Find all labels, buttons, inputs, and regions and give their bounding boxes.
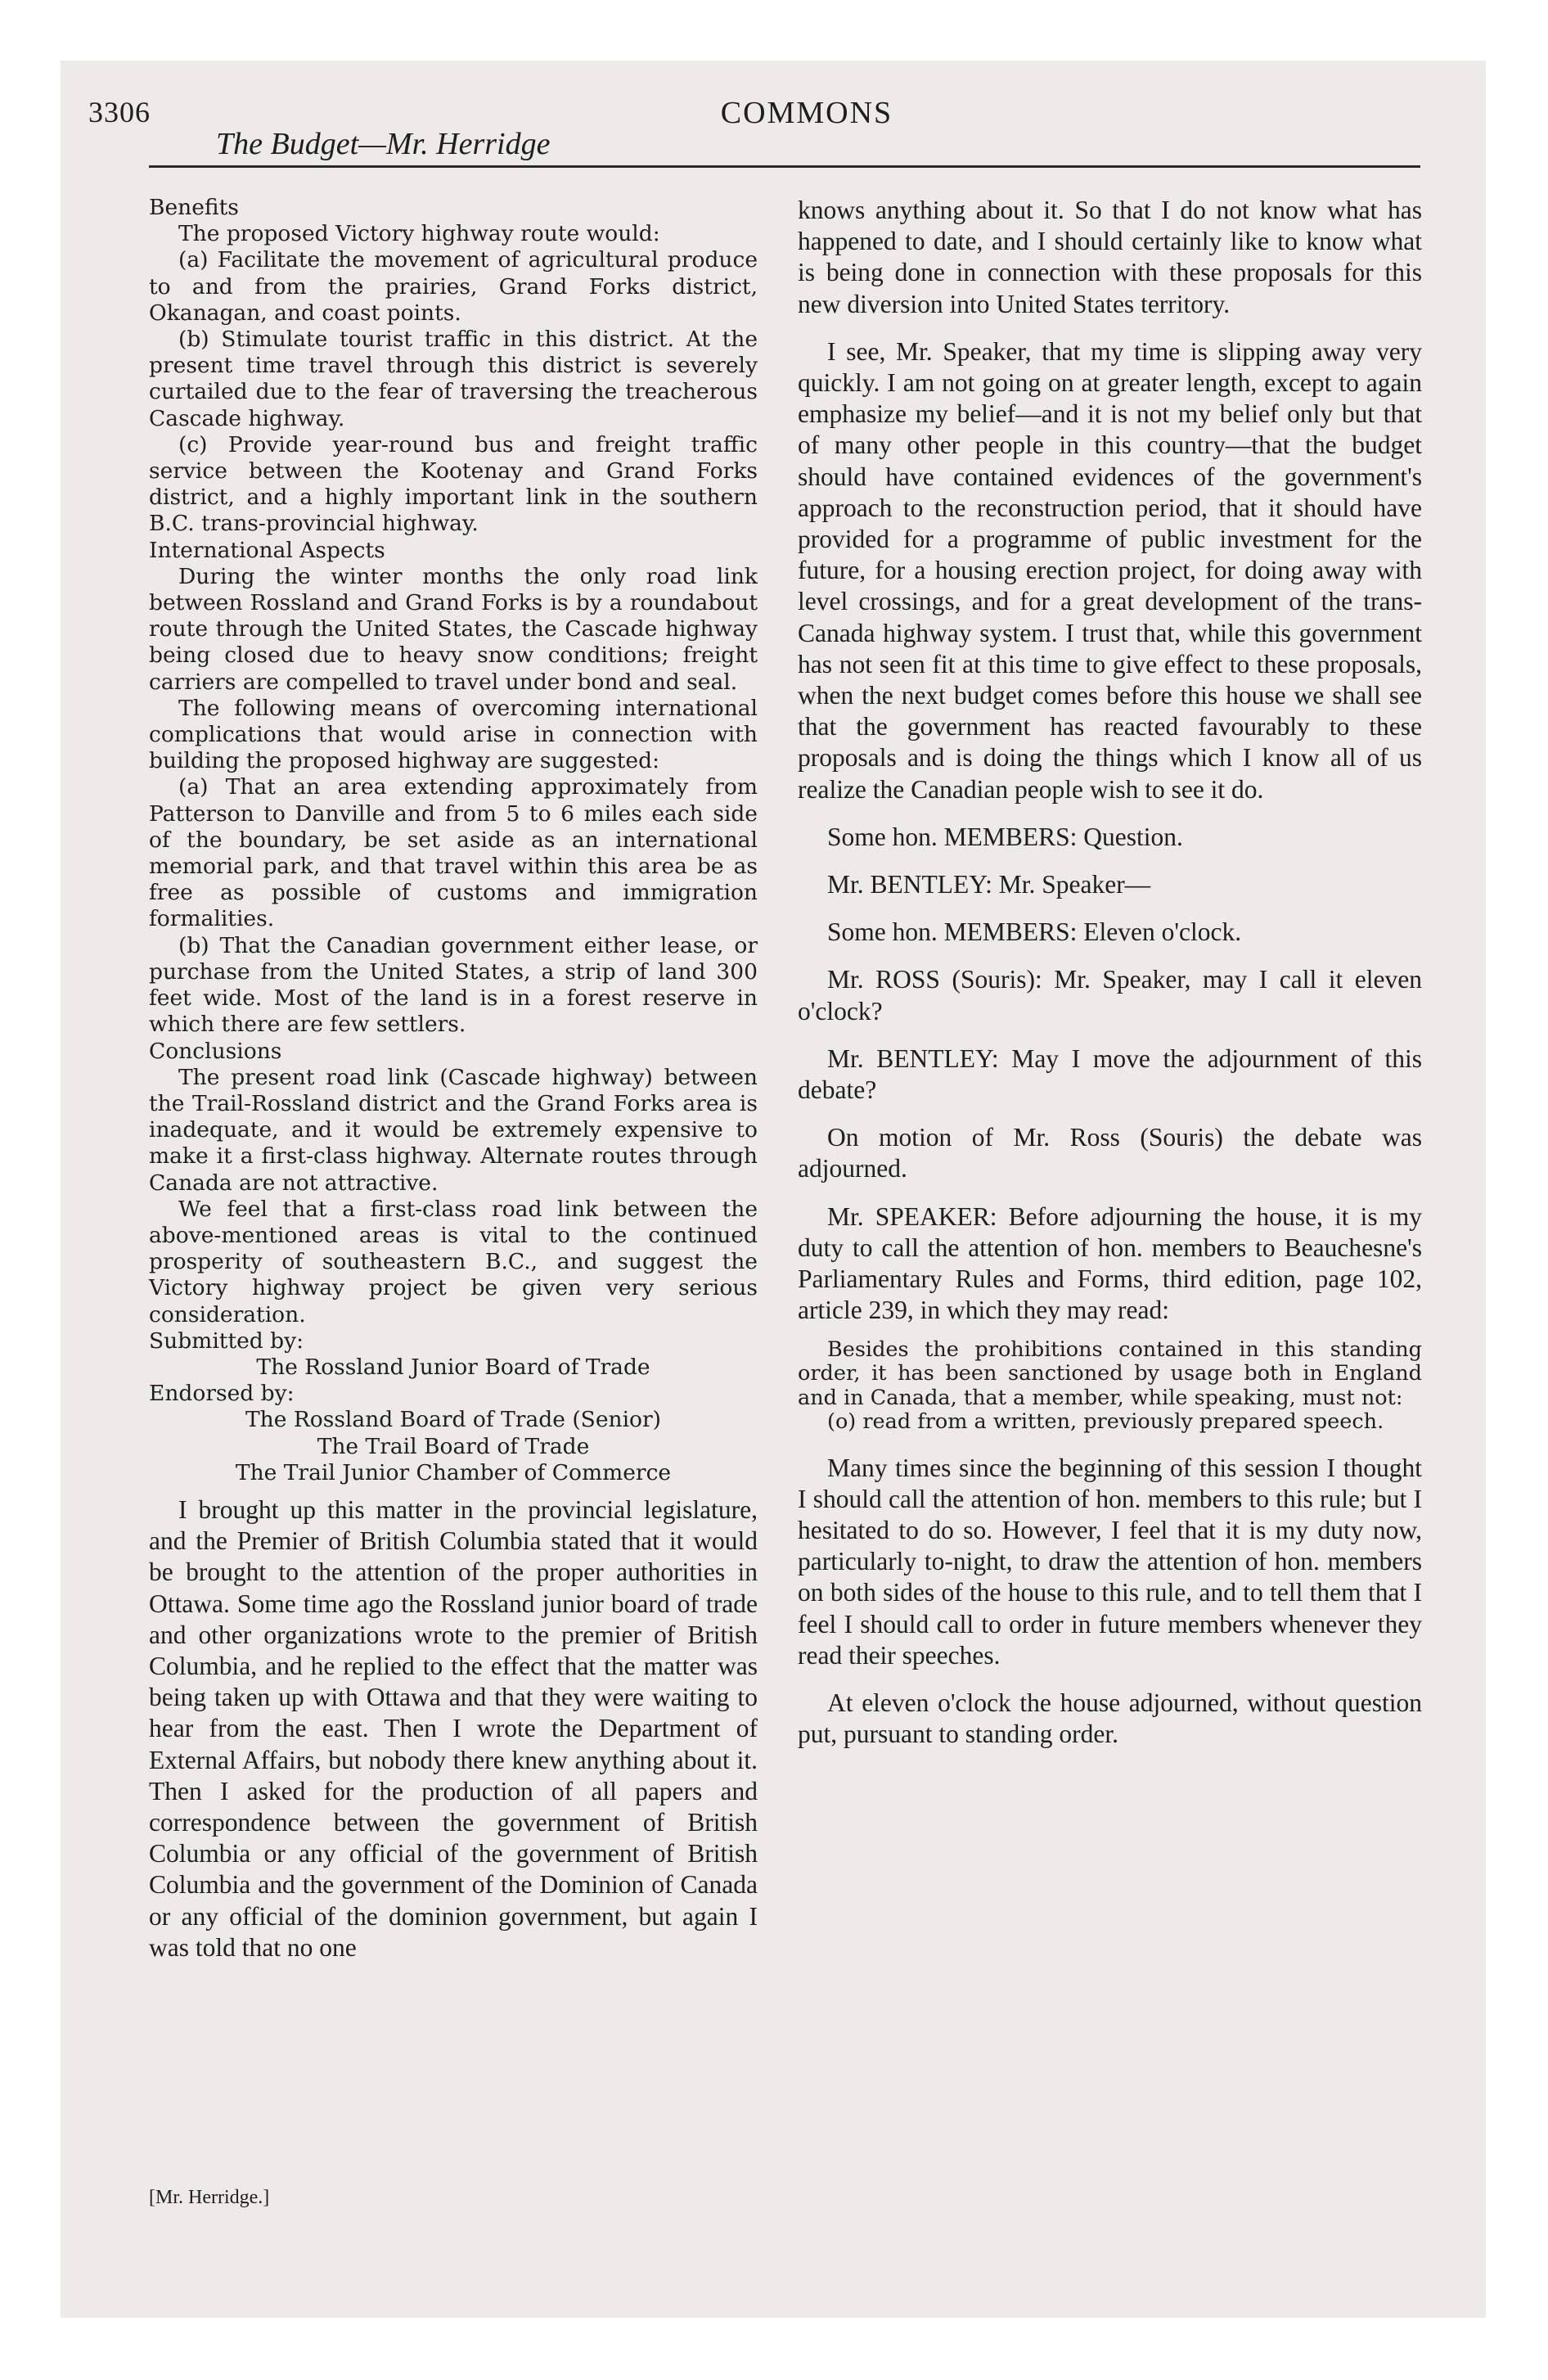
memo-paragraph: The proposed Victory highway route would: — [178, 221, 660, 247]
left-column — [149, 195, 758, 1963]
motion-adjourned: On motion of Mr. Ross (Souris) the debate was adjourned. — [798, 1123, 1422, 1183]
memo-heading: Endorsed by: — [149, 1381, 295, 1407]
chamber-heading: COMMONS — [720, 96, 893, 130]
memo-signatory: The Trail Board of Trade — [317, 1433, 590, 1459]
herridge-speech — [149, 1494, 758, 1963]
beauchesne-quotation — [798, 1338, 1422, 1435]
paragraph-time-slipping: I see, Mr. Speaker, that my time is slipping away very quickly. I am not going on at greater length, except to again emphasize my belief—and it is not my belief only but that of many other people in this country—that the budget should have contained evidences of the government's approach to the reconstruction period, that it should have provided for a programme of public investment for the future, for a housing erection project, for doing away with level crossings, and for a great development of the trans-Canada highway system. I trust that, while this government has not seen fit at this time to give effect to these proposals, when the next budget comes before this house we shall see that the government has reacted favourably to these proposals and is doing the things which I know all of us realize the Canadian people wish to see it do. — [798, 336, 1422, 804]
bentley-adjournment: Mr. BENTLEY: May I move the adjournment of this debate? — [798, 1044, 1422, 1105]
memo-heading: International Aspects — [149, 537, 385, 563]
memo-signatory: The Rossland Board of Trade (Senior) — [245, 1407, 662, 1433]
page-number: 3306 — [88, 96, 151, 128]
quote-paragraph: Besides the prohibitions contained in this standing order, it has been sanctioned by usage both in England and in Canada, that a member, while speaking, must not: — [798, 1336, 1422, 1410]
memo-paragraph: During the winter months the only road link between Rossland and Grand Forks is by a roundabout route through the United States, the Cascade highway being closed due to heavy snow conditions; freight carriers are compelled to travel under bond and seal. — [149, 563, 758, 695]
memo-paragraph: (b) Stimulate tourist traffic in this district. At the present time travel through this district is severely curtailed due to the fear of traversing the treacherous Cascade highway. — [149, 327, 758, 431]
quote-item-o: (o) read from a written, previously prepared speech. — [827, 1409, 1384, 1434]
memo-signatory: The Trail Junior Chamber of Commerce — [235, 1459, 672, 1485]
speaker-ruling: Mr. SPEAKER: Before adjourning the house, it is my duty to call the attention of hon. members to Beauchesne's Parliamentary Rules and Forms, third edition, page 102, article 239, in which they may read: — [798, 1201, 1422, 1325]
running-subject: The Budget—Mr. Herridge — [216, 127, 551, 161]
speaker-tag: [Mr. Herridge.] — [149, 2187, 270, 2208]
memo-paragraph: The following means of overcoming international complications that would arise in connection with building the proposed highway are suggested: — [149, 695, 758, 774]
speaker-rule-paragraph: Many times since the beginning of this session I thought I should call the attention of hon. members to this rule; but I hesitated to do so. However, I feel that it is my duty now, particularly to-night, to draw the attention of hon. members on both sides of the house to this rule, and to tell them that I feel I should call to order in future members whenever they read their speeches. — [798, 1453, 1422, 1670]
memo-paragraph: (a) Facilitate the movement of agricultural produce to and from the prairies, Grand Forks district, Okanagan, and coast points. — [149, 247, 758, 326]
memo-paragraph: (c) Provide year-round bus and freight traffic service between the Kootenay and Grand Forks district, and a highly important link in the southern B.C. trans-provincial highway. — [149, 431, 758, 537]
header-rule — [149, 165, 1420, 168]
memo-heading: Benefits — [149, 195, 239, 220]
interjection-eleven: Some hon. MEMBERS: Eleven o'clock. — [827, 917, 1242, 947]
memo-heading: Conclusions — [149, 1038, 282, 1064]
right-column — [798, 195, 1422, 1766]
memo-heading: Submitted by: — [149, 1327, 304, 1354]
memo-signatory: The Rossland Junior Board of Trade — [256, 1354, 650, 1380]
memo-paragraph: (b) That the Canadian government either lease, or purchase from the United States, a strip of land 300 feet wide. Most of the land is in a forest reserve in which there are few settlers. — [149, 932, 758, 1038]
memo-paragraph: We feel that a first-class road link between the above-mentioned areas is vital to the continued prosperity of southeastern B.C., and suggest the Victory highway project be given very serious consideration. — [149, 1196, 758, 1327]
speech-paragraph: I brought up this matter in the provincial legislature, and the Premier of British Columbia stated that it would be brought to the attention of the proper authorities in Ottawa. Some time ago the Rossland junior board of trade and other organizations wrote to the premier of British Columbia, and he replied to the effect that the matter was being taken up with Ottawa and that they were waiting to hear from the east. Then I wrote the Department of External Affairs, but nobody there knew anything about it. Then I asked for the production of all papers and correspondence between the government of British Columbia or any official of the government of British Columbia and the government of the Dominion of Canada or any official of the dominion government, but again I was told that no one — [149, 1494, 758, 1962]
bentley-mr-speaker: Mr. BENTLEY: Mr. Speaker— — [827, 870, 1151, 899]
submission-memo — [149, 195, 758, 1486]
memo-paragraph: The present road link (Cascade highway) between the Trail-Rossland district and the Grand Forks area is inadequate, and it would be extremely expensive to make it a first-class highway. Alternate routes through Canada are not attractive. — [149, 1064, 758, 1196]
paragraph-continuation: knows anything about it. So that I do not know what has happened to date, and I should certainly like to know what is being done in connection with these proposals for this new diversion into United States territory. — [798, 196, 1422, 318]
memo-paragraph: (a) That an area extending approximately from Patterson to Danville and from 5 to 6 miles each side of the boundary, be set aside as an international memorial park, and that travel within this area be as free as possible of customs and immigration formalities. — [149, 774, 758, 932]
interjection-question: Some hon. MEMBERS: Question. — [827, 822, 1183, 851]
ross-call-eleven: Mr. ROSS (Souris): Mr. Speaker, may I call it eleven o'clock? — [798, 965, 1422, 1025]
house-adjourned: At eleven o'clock the house adjourned, without question put, pursuant to standing order. — [798, 1688, 1422, 1749]
